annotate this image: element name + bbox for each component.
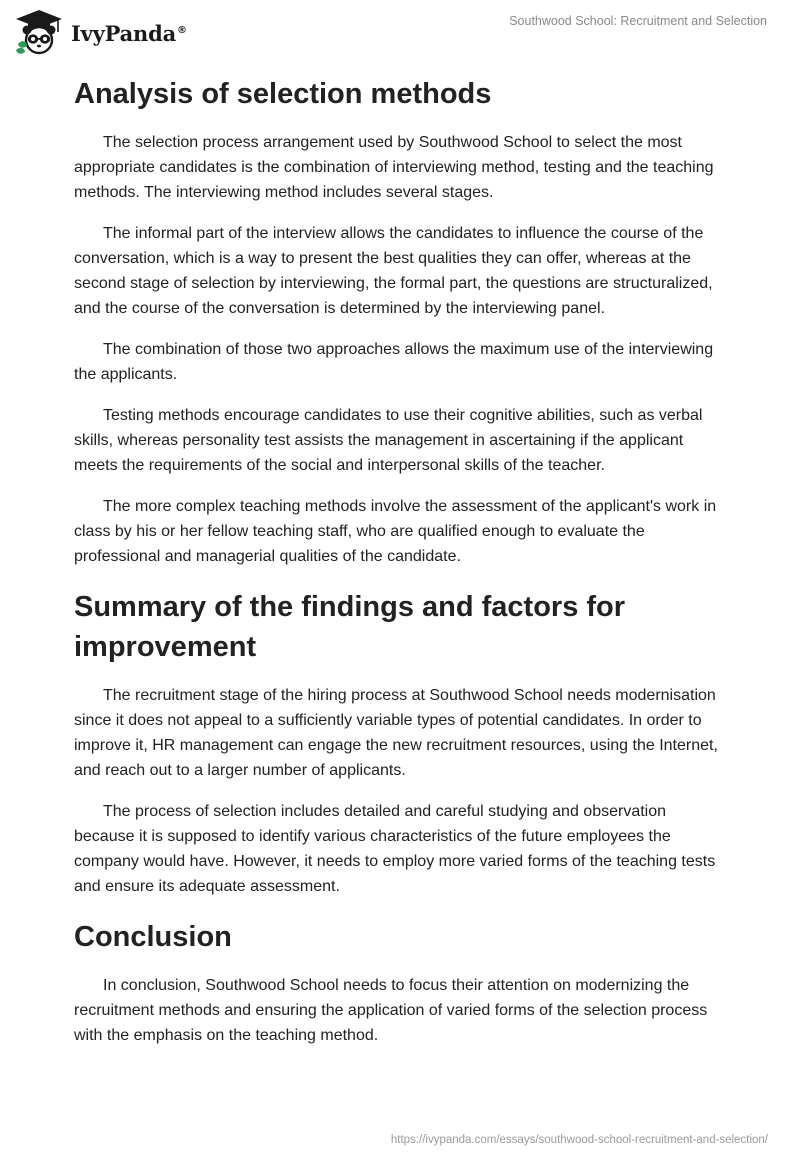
paragraph: The recruitment stage of the hiring process at Southwood School needs modernisation since it does not appeal to a sufficiently variable types of potential candidates. In order to improve it, HR management can engage the new recruitment resources, using the Internet, and reach out to a larger number of applicants.: [74, 687, 718, 779]
section-summary: [74, 587, 724, 899]
paragraph: The process of selection includes detailed and careful studying and observation because it is supposed to identify various characteristics of the future employees the company would have. However, it needs to employ more varied forms of the teaching tests and ensure its adequate assessment.: [74, 803, 716, 895]
paragraph: The selection process arrangement used by Southwood School to select the most appropriate candidates is the combination of interviewing method, testing and the teaching methods. The interviewing method includes several stages.: [74, 134, 714, 201]
ivypanda-logo[interactable]: [14, 8, 187, 56]
paragraph: The combination of those two approaches allows the maximum use of the interviewing the applicants.: [74, 341, 714, 383]
paragraph: Testing methods encourage candidates to use their cognitive abilities, such as verbal skills, whereas personality test assists the management in ascertaining if the applicant meets the requirements of the social and interpersonal skills of the teacher.: [74, 407, 703, 474]
paragraph: The more complex teaching methods involve the assessment of the applicant's work in class by his or her fellow teaching staff, who are qualified enough to evaluate the professional and managerial qualities of the candidate.: [74, 498, 717, 565]
paragraph: The informal part of the interview allows the candidates to influence the course of the conversation, which is a way to present the best qualities they can offer, whereas at the second stage of selection by interviewing, the formal part, the questions are structuralized, and the course of the conversation is determined by the interviewing panel.: [74, 225, 713, 317]
essay-content: [74, 70, 724, 1064]
section-analysis: [74, 74, 724, 569]
brand-name: IvyPanda®: [71, 20, 187, 46]
paragraph: In conclusion, Southwood School needs to focus their attention on modernizing the recruitment methods and ensuring the application of varied forms of the selection process with the emphasis on the teaching method.: [74, 977, 708, 1044]
source-url-link[interactable]: https://ivypanda.com/essays/southwood-school-recruitment-and-selection/: [390, 1134, 768, 1146]
section-heading: Conclusion: [74, 921, 232, 953]
document-title: Southwood School: Recruitment and Selection: [509, 14, 767, 28]
page-header: [0, 0, 800, 64]
section-heading: Analysis of selection methods: [74, 78, 492, 110]
panda-graduation-cap-icon: [14, 8, 64, 56]
section-heading: Summary of the findings and factors for improvement: [74, 591, 626, 663]
section-conclusion: [74, 917, 724, 1048]
